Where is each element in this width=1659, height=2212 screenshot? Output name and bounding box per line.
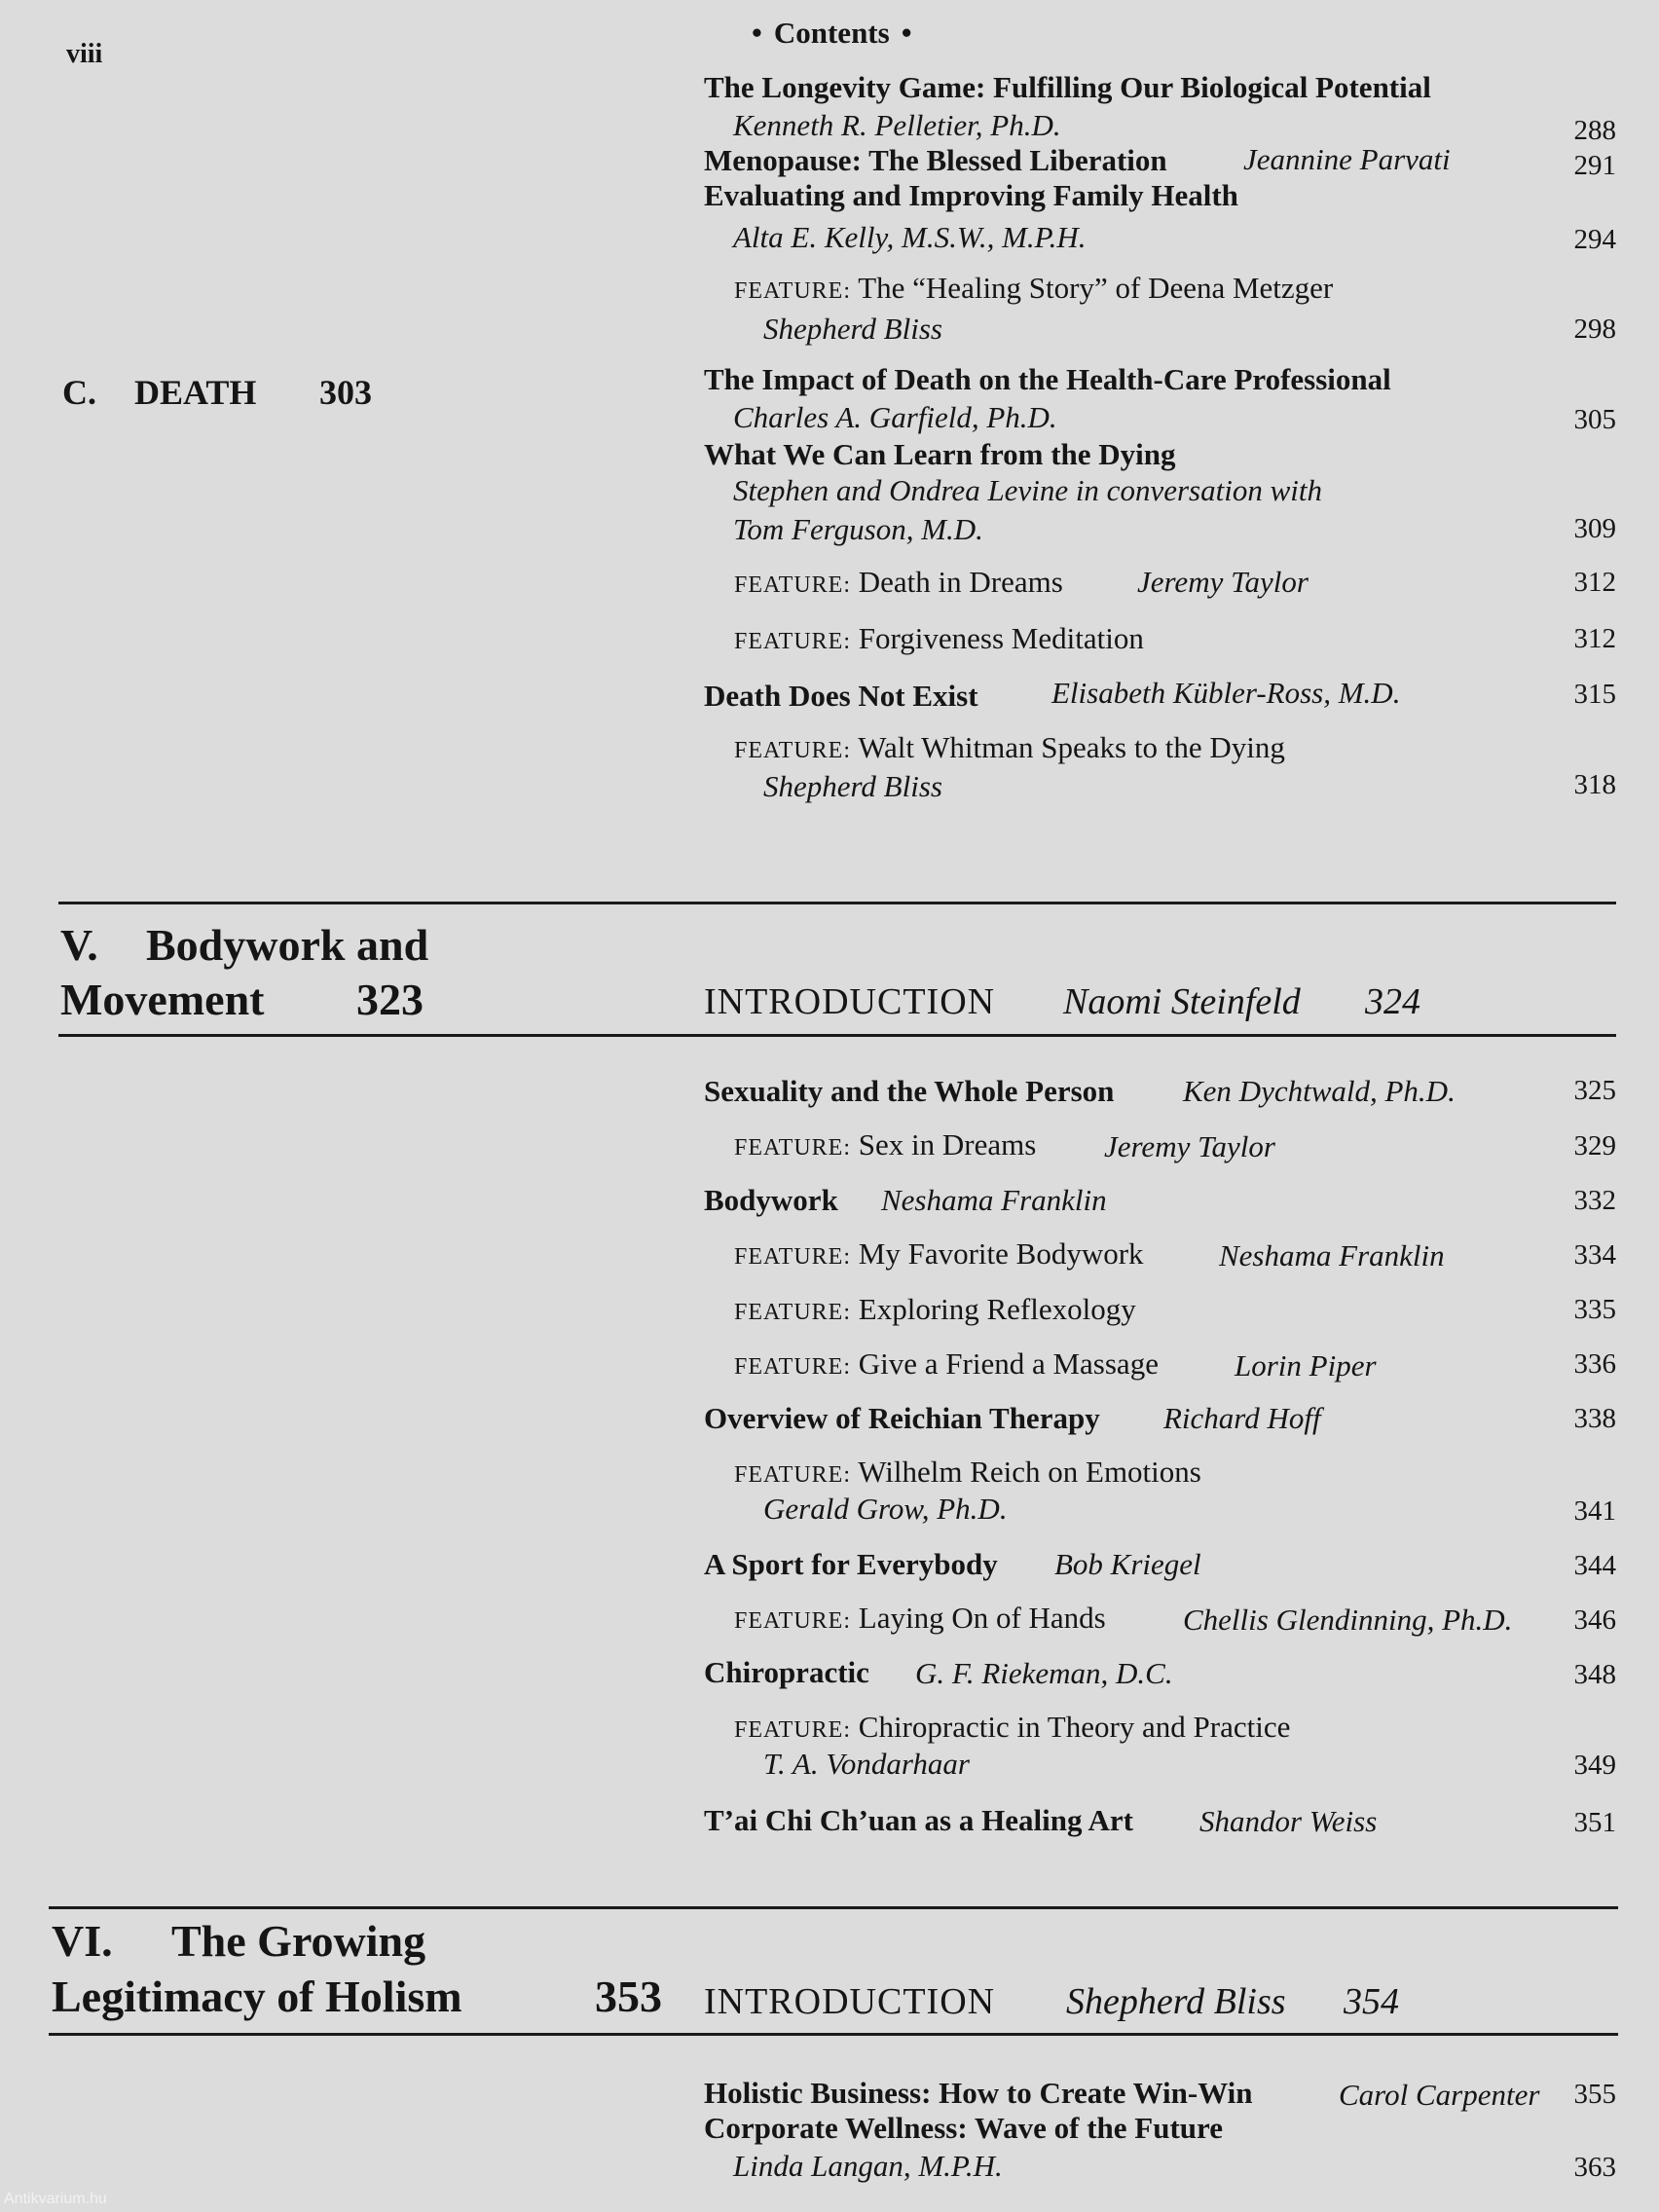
intro-page: 324 <box>1365 981 1420 1022</box>
entry-author: Jeannine Parvati <box>1243 142 1451 176</box>
entry-page: 336 <box>1573 1348 1616 1380</box>
entry-author: Neshama Franklin <box>881 1183 1107 1217</box>
entry-author: Ken Dychtwald, Ph.D. <box>1183 1074 1456 1108</box>
entry-page: 346 <box>1573 1604 1616 1636</box>
entry-author: Kenneth R. Pelletier, Ph.D. <box>733 108 1061 142</box>
feature-item: FEATURE: Death in Dreams <box>734 565 1063 599</box>
entry-page: 348 <box>1573 1659 1616 1690</box>
entry-author: Carol Carpenter <box>1339 2078 1540 2112</box>
entry-author: G. F. Riekeman, D.C. <box>915 1656 1173 1690</box>
part-title-line: Legitimacy of Holism <box>52 1972 462 2021</box>
entry-title: Sexuality and the Whole Person <box>704 1074 1115 1108</box>
entry-title: Menopause: The Blessed Liberation <box>704 143 1167 177</box>
entry-author: Alta E. Kelly, M.S.W., M.P.H. <box>733 220 1087 254</box>
entry-title: T’ai Chi Ch’uan as a Healing Art <box>704 1803 1133 1837</box>
entry-page: 288 <box>1573 115 1616 146</box>
entry-page: 318 <box>1573 769 1616 800</box>
feature-item: FEATURE: Sex in Dreams <box>734 1127 1037 1161</box>
intro-label: INTRODUCTION <box>704 1981 996 2022</box>
feature-item: FEATURE: Wilhelm Reich on Emotions <box>734 1455 1201 1489</box>
entry-page: 351 <box>1573 1807 1616 1838</box>
feature-author: Jeremy Taylor <box>1104 1129 1275 1163</box>
part-title-line: Bodywork and <box>146 920 429 970</box>
feature-item: FEATURE: My Favorite Bodywork <box>734 1236 1144 1271</box>
part-title-line: The Growing <box>171 1916 426 1966</box>
intro-label: INTRODUCTION <box>704 981 996 1022</box>
entry-author: Linda Langan, M.P.H. <box>733 2149 1003 2183</box>
section-page: 303 <box>319 373 372 412</box>
entry-title: Bodywork <box>704 1183 838 1217</box>
watermark: Antikvarium.hu <box>4 2191 107 2207</box>
entry-title: Corporate Wellness: Wave of the Future <box>704 2111 1223 2145</box>
entry-title: The Longevity Game: Fulfilling Our Biological Potential <box>704 70 1431 104</box>
entry-title: What We Can Learn from the Dying <box>704 437 1176 471</box>
intro-author: Naomi Steinfeld <box>1063 981 1301 1022</box>
part-page: 323 <box>356 975 424 1024</box>
section-rule <box>58 1034 1616 1037</box>
feature-author: Chellis Glendinning, Ph.D. <box>1183 1603 1513 1637</box>
feature-author: Shepherd Bliss <box>763 312 942 346</box>
entry-title: Chiropractic <box>704 1655 869 1689</box>
entry-title: A Sport for Everybody <box>704 1547 998 1581</box>
entry-page: 341 <box>1573 1495 1616 1527</box>
entry-page: 363 <box>1573 2152 1616 2183</box>
section-rule <box>58 902 1616 904</box>
entry-page: 355 <box>1573 2079 1616 2110</box>
entry-page: 338 <box>1573 1403 1616 1434</box>
entry-author: Shandor Weiss <box>1199 1804 1378 1838</box>
entry-author: Stephen and Ondrea Levine in conversation with <box>733 473 1322 507</box>
feature-author: Lorin Piper <box>1235 1348 1377 1382</box>
entry-author: Bob Kriegel <box>1054 1547 1201 1581</box>
intro-author: Shepherd Bliss <box>1066 1981 1286 2022</box>
part-page: 353 <box>595 1972 662 2021</box>
feature-item: FEATURE: Chiropractic in Theory and Practice <box>734 1710 1291 1744</box>
feature-item: FEATURE: Exploring Reflexology <box>734 1292 1136 1326</box>
entry-page: 312 <box>1573 623 1616 654</box>
entry-page: 332 <box>1573 1185 1616 1216</box>
feature-author: Jeremy Taylor <box>1137 565 1309 599</box>
feature-author: Neshama Franklin <box>1219 1238 1445 1272</box>
running-head: • Contents • <box>752 16 912 50</box>
section-letter: C. <box>62 373 96 412</box>
entry-page: 335 <box>1573 1294 1616 1325</box>
entry-author: Richard Hoff <box>1163 1401 1321 1435</box>
entry-title: The Impact of Death on the Health-Care Professional <box>704 362 1391 396</box>
entry-title: Evaluating and Improving Family Health <box>704 178 1238 212</box>
feature-item: FEATURE: Laying On of Hands <box>734 1601 1106 1635</box>
feature-author: T. A. Vondarhaar <box>763 1747 970 1781</box>
entry-page: 334 <box>1573 1239 1616 1271</box>
entry-author: Charles A. Garfield, Ph.D. <box>733 400 1057 434</box>
entry-page: 344 <box>1573 1550 1616 1581</box>
feature-author: Gerald Grow, Ph.D. <box>763 1492 1008 1526</box>
entry-title: Holistic Business: How to Create Win-Win <box>704 2076 1253 2110</box>
part-title-line: Movement <box>60 975 265 1024</box>
entry-page: 309 <box>1573 513 1616 544</box>
entry-page: 291 <box>1573 150 1616 181</box>
intro-page: 354 <box>1344 1981 1399 2022</box>
entry-page: 315 <box>1573 679 1616 710</box>
entry-title: Death Does Not Exist <box>704 679 978 713</box>
entry-author: Tom Ferguson, M.D. <box>733 512 983 546</box>
entry-page: 305 <box>1573 404 1616 435</box>
section-title: DEATH <box>134 373 257 412</box>
page-number: viii <box>66 39 103 69</box>
feature-author: Shepherd Bliss <box>763 769 942 803</box>
entry-page: 312 <box>1573 567 1616 598</box>
entry-page: 329 <box>1573 1130 1616 1161</box>
feature-item: FEATURE: The “Healing Story” of Deena Metzger <box>734 271 1334 305</box>
section-rule <box>49 1906 1618 1909</box>
entry-title: Overview of Reichian Therapy <box>704 1401 1100 1435</box>
entry-page: 325 <box>1573 1075 1616 1106</box>
feature-item: FEATURE: Forgiveness Meditation <box>734 621 1144 655</box>
feature-item: FEATURE: Give a Friend a Massage <box>734 1346 1159 1381</box>
entry-author: Elisabeth Kübler-Ross, M.D. <box>1051 676 1401 710</box>
entry-page: 298 <box>1573 313 1616 345</box>
section-rule <box>49 2033 1618 2036</box>
part-numeral: VI. <box>52 1916 113 1966</box>
entry-page: 349 <box>1573 1750 1616 1781</box>
entry-page: 294 <box>1573 224 1616 255</box>
part-numeral: V. <box>60 920 98 970</box>
feature-item: FEATURE: Walt Whitman Speaks to the Dying <box>734 730 1285 764</box>
